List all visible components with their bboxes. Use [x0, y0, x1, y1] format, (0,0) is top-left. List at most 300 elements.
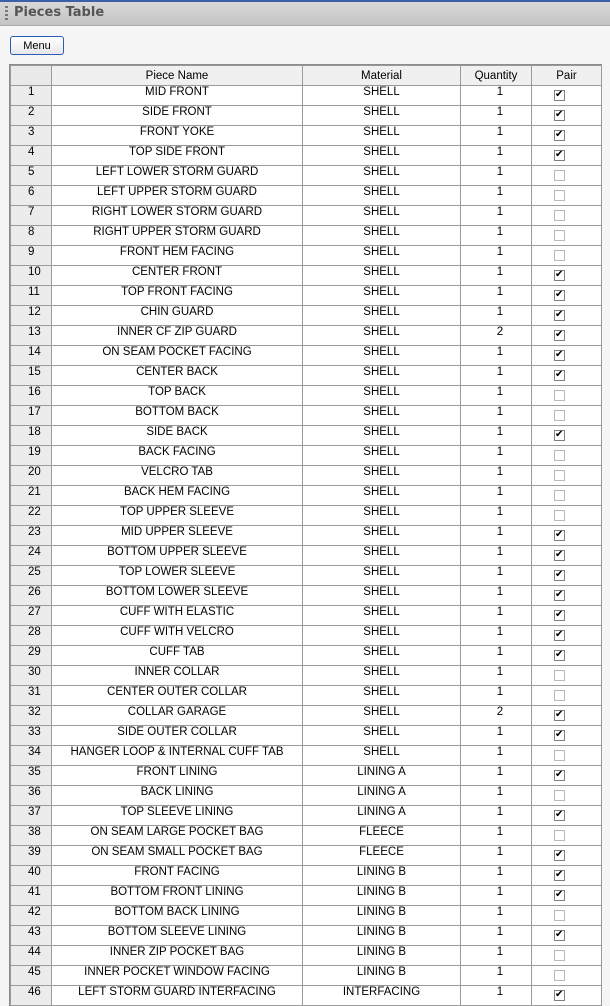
material-cell[interactable]: LINING B	[303, 926, 461, 946]
material-cell[interactable]: SHELL	[303, 286, 461, 306]
piece-name-cell[interactable]: ON SEAM LARGE POCKET BAG	[52, 826, 303, 846]
row-number-cell[interactable]: 43	[11, 926, 52, 946]
material-cell[interactable]: SHELL	[303, 486, 461, 506]
row-number-cell[interactable]: 41	[11, 886, 52, 906]
table-row[interactable]	[11, 846, 602, 866]
material-cell[interactable]: SHELL	[303, 346, 461, 366]
table-row[interactable]	[11, 166, 602, 186]
quantity-cell[interactable]: 1	[461, 746, 532, 766]
material-cell[interactable]: SHELL	[303, 506, 461, 526]
window-title: Pieces Table	[14, 5, 105, 20]
piece-name-cell[interactable]: INNER COLLAR	[52, 666, 303, 686]
material-cell[interactable]: SHELL	[303, 646, 461, 666]
table-row[interactable]	[11, 306, 602, 326]
pair-checkbox[interactable]	[554, 450, 565, 461]
column-header-quantity[interactable]: Quantity	[461, 66, 532, 86]
quantity-cell[interactable]: 1	[461, 426, 532, 446]
row-number-cell[interactable]: 29	[11, 646, 52, 666]
material-cell[interactable]: FLEECE	[303, 826, 461, 846]
table-row[interactable]	[11, 226, 602, 246]
row-number-cell[interactable]: 15	[11, 366, 52, 386]
table-row[interactable]	[11, 966, 602, 986]
piece-name-cell[interactable]: SIDE FRONT	[52, 106, 303, 126]
piece-name-cell[interactable]: MID FRONT	[52, 86, 303, 106]
piece-name-cell[interactable]: BACK HEM FACING	[52, 486, 303, 506]
pair-checkbox[interactable]	[554, 110, 565, 121]
row-number-cell[interactable]: 33	[11, 726, 52, 746]
pair-checkbox[interactable]	[554, 290, 565, 301]
piece-name-cell[interactable]: BOTTOM SLEEVE LINING	[52, 926, 303, 946]
material-cell[interactable]: LINING A	[303, 786, 461, 806]
pair-cell	[532, 386, 602, 406]
row-number-cell[interactable]: 45	[11, 966, 52, 986]
table-row[interactable]	[11, 606, 602, 626]
pair-checkbox[interactable]	[554, 390, 565, 401]
pair-checkbox[interactable]	[554, 550, 565, 561]
quantity-cell[interactable]: 1	[461, 546, 532, 566]
quantity-cell[interactable]: 1	[461, 906, 532, 926]
piece-name-cell[interactable]: CENTER BACK	[52, 366, 303, 386]
table-row[interactable]	[11, 346, 602, 366]
piece-name-cell[interactable]: MID UPPER SLEEVE	[52, 526, 303, 546]
quantity-cell[interactable]: 1	[461, 146, 532, 166]
row-number-cell[interactable]: 6	[11, 186, 52, 206]
piece-name-cell[interactable]: FRONT HEM FACING	[52, 246, 303, 266]
quantity-cell[interactable]: 1	[461, 406, 532, 426]
piece-name-cell[interactable]: BOTTOM BACK LINING	[52, 906, 303, 926]
piece-name-cell[interactable]: BOTTOM UPPER SLEEVE	[52, 546, 303, 566]
material-cell[interactable]: SHELL	[303, 126, 461, 146]
pair-checkbox[interactable]	[554, 510, 565, 521]
pair-checkbox[interactable]	[554, 850, 565, 861]
quantity-cell[interactable]: 1	[461, 386, 532, 406]
material-cell[interactable]: SHELL	[303, 186, 461, 206]
table-row[interactable]	[11, 646, 602, 666]
row-number-cell[interactable]: 9	[11, 246, 52, 266]
quantity-cell[interactable]: 1	[461, 886, 532, 906]
piece-name-cell[interactable]: LEFT STORM GUARD INTERFACING	[52, 986, 303, 1006]
row-number-cell[interactable]: 32	[11, 706, 52, 726]
table-row[interactable]	[11, 446, 602, 466]
quantity-cell[interactable]: 1	[461, 566, 532, 586]
material-cell[interactable]: LINING B	[303, 966, 461, 986]
row-number-cell[interactable]: 2	[11, 106, 52, 126]
quantity-cell[interactable]: 1	[461, 246, 532, 266]
pair-checkbox[interactable]	[554, 710, 565, 721]
table-row[interactable]	[11, 386, 602, 406]
material-cell[interactable]: LINING B	[303, 886, 461, 906]
pair-checkbox[interactable]	[554, 690, 565, 701]
pair-checkbox[interactable]	[554, 870, 565, 881]
piece-name-cell[interactable]: INNER ZIP POCKET BAG	[52, 946, 303, 966]
pair-cell	[532, 406, 602, 426]
quantity-cell[interactable]: 1	[461, 926, 532, 946]
row-number-cell[interactable]: 8	[11, 226, 52, 246]
table-row[interactable]	[11, 726, 602, 746]
row-number-cell[interactable]: 30	[11, 666, 52, 686]
table-row[interactable]	[11, 146, 602, 166]
piece-name-cell[interactable]: FRONT LINING	[52, 766, 303, 786]
piece-name-cell[interactable]: BOTTOM FRONT LINING	[52, 886, 303, 906]
pair-checkbox[interactable]	[554, 650, 565, 661]
quantity-cell[interactable]: 1	[461, 846, 532, 866]
piece-name-cell[interactable]: SIDE BACK	[52, 426, 303, 446]
row-number-cell[interactable]: 28	[11, 626, 52, 646]
row-number-cell[interactable]: 26	[11, 586, 52, 606]
quantity-cell[interactable]: 1	[461, 126, 532, 146]
row-number-cell[interactable]: 20	[11, 466, 52, 486]
table-row[interactable]	[11, 806, 602, 826]
material-cell[interactable]: INTERFACING	[303, 986, 461, 1006]
quantity-cell[interactable]: 1	[461, 106, 532, 126]
table-row[interactable]	[11, 626, 602, 646]
table-row[interactable]	[11, 286, 602, 306]
pair-checkbox[interactable]	[554, 330, 565, 341]
material-cell[interactable]: SHELL	[303, 166, 461, 186]
column-header-pair[interactable]: Pair	[532, 66, 602, 86]
material-cell[interactable]: SHELL	[303, 266, 461, 286]
pair-checkbox[interactable]	[554, 910, 565, 921]
piece-name-cell[interactable]: CUFF WITH VELCRO	[52, 626, 303, 646]
piece-name-cell[interactable]: ON SEAM SMALL POCKET BAG	[52, 846, 303, 866]
material-cell[interactable]: SHELL	[303, 146, 461, 166]
material-cell[interactable]: LINING A	[303, 766, 461, 786]
pair-cell	[532, 606, 602, 626]
material-cell[interactable]: SHELL	[303, 386, 461, 406]
row-number-cell[interactable]: 22	[11, 506, 52, 526]
material-cell[interactable]: SHELL	[303, 746, 461, 766]
row-number-cell[interactable]: 39	[11, 846, 52, 866]
piece-name-cell[interactable]: ON SEAM POCKET FACING	[52, 346, 303, 366]
material-cell[interactable]: LINING A	[303, 806, 461, 826]
table-row[interactable]	[11, 766, 602, 786]
piece-name-cell[interactable]: BACK FACING	[52, 446, 303, 466]
material-cell[interactable]: SHELL	[303, 246, 461, 266]
row-number-cell[interactable]: 35	[11, 766, 52, 786]
row-number-cell[interactable]: 44	[11, 946, 52, 966]
row-number-cell[interactable]: 38	[11, 826, 52, 846]
row-number-cell[interactable]: 11	[11, 286, 52, 306]
material-cell[interactable]: SHELL	[303, 666, 461, 686]
quantity-cell[interactable]: 1	[461, 966, 532, 986]
piece-name-cell[interactable]: CUFF TAB	[52, 646, 303, 666]
row-number-cell[interactable]: 4	[11, 146, 52, 166]
quantity-cell[interactable]: 1	[461, 506, 532, 526]
material-cell[interactable]: SHELL	[303, 546, 461, 566]
pair-checkbox[interactable]	[554, 90, 565, 101]
piece-name-cell[interactable]: TOP SIDE FRONT	[52, 146, 303, 166]
pair-cell	[532, 546, 602, 566]
row-number-cell[interactable]: 19	[11, 446, 52, 466]
row-number-cell[interactable]: 40	[11, 866, 52, 886]
piece-name-cell[interactable]: BOTTOM BACK	[52, 406, 303, 426]
quantity-cell[interactable]: 1	[461, 626, 532, 646]
pair-checkbox[interactable]	[554, 930, 565, 941]
row-number-cell[interactable]: 17	[11, 406, 52, 426]
row-number-cell[interactable]: 5	[11, 166, 52, 186]
pair-checkbox[interactable]	[554, 670, 565, 681]
table-row[interactable]	[11, 886, 602, 906]
row-number-cell[interactable]: 14	[11, 346, 52, 366]
piece-name-cell[interactable]: RIGHT LOWER STORM GUARD	[52, 206, 303, 226]
piece-name-cell[interactable]: INNER POCKET WINDOW FACING	[52, 966, 303, 986]
pair-checkbox[interactable]	[554, 370, 565, 381]
pair-checkbox[interactable]	[554, 950, 565, 961]
piece-name-cell[interactable]: LEFT UPPER STORM GUARD	[52, 186, 303, 206]
table-row[interactable]	[11, 246, 602, 266]
piece-name-cell[interactable]: LEFT LOWER STORM GUARD	[52, 166, 303, 186]
quantity-cell[interactable]: 1	[461, 86, 532, 106]
piece-name-cell[interactable]: TOP FRONT FACING	[52, 286, 303, 306]
pair-checkbox[interactable]	[554, 750, 565, 761]
quantity-cell[interactable]: 1	[461, 646, 532, 666]
column-header-piece-name[interactable]: Piece Name	[52, 66, 303, 86]
row-number-cell[interactable]: 25	[11, 566, 52, 586]
material-cell[interactable]: SHELL	[303, 406, 461, 426]
piece-name-cell[interactable]: TOP SLEEVE LINING	[52, 806, 303, 826]
pair-cell	[532, 826, 602, 846]
pair-checkbox[interactable]	[554, 410, 565, 421]
pair-cell	[532, 486, 602, 506]
quantity-cell[interactable]: 1	[461, 306, 532, 326]
piece-name-cell[interactable]: SIDE OUTER COLLAR	[52, 726, 303, 746]
quantity-cell[interactable]: 1	[461, 166, 532, 186]
material-cell[interactable]: SHELL	[303, 686, 461, 706]
table-row[interactable]	[11, 546, 602, 566]
pair-cell	[532, 786, 602, 806]
piece-name-cell[interactable]: CENTER FRONT	[52, 266, 303, 286]
quantity-cell[interactable]: 1	[461, 446, 532, 466]
piece-name-cell[interactable]: CUFF WITH ELASTIC	[52, 606, 303, 626]
pair-cell	[532, 366, 602, 386]
pair-checkbox[interactable]	[554, 490, 565, 501]
row-number-cell[interactable]: 23	[11, 526, 52, 546]
material-cell[interactable]: SHELL	[303, 366, 461, 386]
row-number-cell[interactable]: 12	[11, 306, 52, 326]
pair-checkbox[interactable]	[554, 970, 565, 981]
piece-name-cell[interactable]: BACK LINING	[52, 786, 303, 806]
quantity-cell[interactable]: 1	[461, 186, 532, 206]
pair-checkbox[interactable]	[554, 570, 565, 581]
pair-cell	[532, 846, 602, 866]
table-row[interactable]	[11, 326, 602, 346]
table-row[interactable]	[11, 106, 602, 126]
pair-checkbox[interactable]	[554, 130, 565, 141]
material-cell[interactable]: SHELL	[303, 526, 461, 546]
material-cell[interactable]: SHELL	[303, 426, 461, 446]
material-cell[interactable]: SHELL	[303, 466, 461, 486]
pair-checkbox[interactable]	[554, 810, 565, 821]
table-row[interactable]	[11, 926, 602, 946]
material-cell[interactable]: LINING B	[303, 866, 461, 886]
pair-checkbox[interactable]	[554, 170, 565, 181]
pair-checkbox[interactable]	[554, 190, 565, 201]
column-header-material[interactable]: Material	[303, 66, 461, 86]
pair-checkbox[interactable]	[554, 210, 565, 221]
material-cell[interactable]: SHELL	[303, 586, 461, 606]
quantity-cell[interactable]: 1	[461, 726, 532, 746]
quantity-cell[interactable]: 1	[461, 786, 532, 806]
material-cell[interactable]: FLEECE	[303, 846, 461, 866]
table-row[interactable]	[11, 486, 602, 506]
pair-checkbox[interactable]	[554, 470, 565, 481]
piece-name-cell[interactable]: TOP UPPER SLEEVE	[52, 506, 303, 526]
pieces-grid	[9, 64, 602, 1006]
pair-cell	[532, 206, 602, 226]
quantity-cell[interactable]: 1	[461, 766, 532, 786]
pair-cell	[532, 246, 602, 266]
material-cell[interactable]: SHELL	[303, 206, 461, 226]
table-row[interactable]	[11, 86, 602, 106]
material-cell[interactable]: SHELL	[303, 226, 461, 246]
pair-checkbox[interactable]	[554, 530, 565, 541]
material-cell[interactable]: SHELL	[303, 626, 461, 646]
pair-cell	[532, 266, 602, 286]
piece-name-cell[interactable]: TOP LOWER SLEEVE	[52, 566, 303, 586]
material-cell[interactable]: SHELL	[303, 446, 461, 466]
pair-checkbox[interactable]	[554, 630, 565, 641]
quantity-cell[interactable]: 1	[461, 686, 532, 706]
pair-checkbox[interactable]	[554, 890, 565, 901]
pair-checkbox[interactable]	[554, 770, 565, 781]
pair-checkbox[interactable]	[554, 270, 565, 281]
pair-checkbox[interactable]	[554, 250, 565, 261]
table-row[interactable]	[11, 126, 602, 146]
grip-handle-icon[interactable]	[5, 6, 8, 22]
table-row[interactable]	[11, 906, 602, 926]
piece-name-cell[interactable]: VELCRO TAB	[52, 466, 303, 486]
table-row[interactable]	[11, 566, 602, 586]
quantity-cell[interactable]: 1	[461, 486, 532, 506]
row-number-cell[interactable]: 34	[11, 746, 52, 766]
table-row[interactable]	[11, 666, 602, 686]
pair-checkbox[interactable]	[554, 790, 565, 801]
pair-checkbox[interactable]	[554, 350, 565, 361]
pair-checkbox[interactable]	[554, 730, 565, 741]
pair-checkbox[interactable]	[554, 230, 565, 241]
piece-name-cell[interactable]: COLLAR GARAGE	[52, 706, 303, 726]
quantity-cell[interactable]: 1	[461, 826, 532, 846]
row-number-cell[interactable]: 7	[11, 206, 52, 226]
row-number-cell[interactable]: 3	[11, 126, 52, 146]
material-cell[interactable]: SHELL	[303, 706, 461, 726]
corner-header[interactable]	[11, 66, 52, 86]
piece-name-cell[interactable]: CHIN GUARD	[52, 306, 303, 326]
quantity-cell[interactable]: 1	[461, 666, 532, 686]
material-cell[interactable]: SHELL	[303, 606, 461, 626]
material-cell[interactable]: SHELL	[303, 326, 461, 346]
table-row[interactable]	[11, 866, 602, 886]
material-cell[interactable]: SHELL	[303, 726, 461, 746]
quantity-cell[interactable]: 1	[461, 366, 532, 386]
table-row[interactable]	[11, 706, 602, 726]
table-row[interactable]	[11, 406, 602, 426]
quantity-cell[interactable]: 1	[461, 946, 532, 966]
pair-checkbox[interactable]	[554, 830, 565, 841]
title-bar	[0, 0, 610, 26]
row-number-cell[interactable]: 36	[11, 786, 52, 806]
pair-cell	[532, 686, 602, 706]
table-row[interactable]	[11, 586, 602, 606]
pair-cell	[532, 86, 602, 106]
piece-name-cell[interactable]: INNER CF ZIP GUARD	[52, 326, 303, 346]
quantity-cell[interactable]: 1	[461, 466, 532, 486]
piece-name-cell[interactable]: RIGHT UPPER STORM GUARD	[52, 226, 303, 246]
piece-name-cell[interactable]: HANGER LOOP & INTERNAL CUFF TAB	[52, 746, 303, 766]
row-number-cell[interactable]: 16	[11, 386, 52, 406]
quantity-cell[interactable]: 1	[461, 226, 532, 246]
row-number-cell[interactable]: 1	[11, 86, 52, 106]
quantity-cell[interactable]: 1	[461, 586, 532, 606]
piece-name-cell[interactable]: BOTTOM LOWER SLEEVE	[52, 586, 303, 606]
table-row[interactable]	[11, 426, 602, 446]
row-number-cell[interactable]: 10	[11, 266, 52, 286]
table-row[interactable]	[11, 826, 602, 846]
quantity-cell[interactable]: 2	[461, 706, 532, 726]
menu-button[interactable]: Menu	[10, 36, 64, 55]
row-number-cell[interactable]: 46	[11, 986, 52, 1006]
pair-checkbox[interactable]	[554, 150, 565, 161]
table-row[interactable]	[11, 786, 602, 806]
row-number-cell[interactable]: 24	[11, 546, 52, 566]
row-number-cell[interactable]: 18	[11, 426, 52, 446]
pair-cell	[532, 346, 602, 366]
quantity-cell[interactable]: 1	[461, 986, 532, 1006]
piece-name-cell[interactable]: FRONT FACING	[52, 866, 303, 886]
row-number-cell[interactable]: 37	[11, 806, 52, 826]
piece-name-cell[interactable]: CENTER OUTER COLLAR	[52, 686, 303, 706]
quantity-cell[interactable]: 1	[461, 206, 532, 226]
quantity-cell[interactable]: 1	[461, 806, 532, 826]
pair-checkbox[interactable]	[554, 610, 565, 621]
quantity-cell[interactable]: 1	[461, 266, 532, 286]
table-row[interactable]	[11, 186, 602, 206]
material-cell[interactable]: LINING B	[303, 906, 461, 926]
row-number-cell[interactable]: 13	[11, 326, 52, 346]
material-cell[interactable]: SHELL	[303, 106, 461, 126]
table-row[interactable]	[11, 526, 602, 546]
quantity-cell[interactable]: 1	[461, 286, 532, 306]
table-row[interactable]	[11, 266, 602, 286]
row-number-cell[interactable]: 42	[11, 906, 52, 926]
pair-cell	[532, 806, 602, 826]
material-cell[interactable]: SHELL	[303, 306, 461, 326]
pair-checkbox[interactable]	[554, 430, 565, 441]
pair-checkbox[interactable]	[554, 310, 565, 321]
table-row[interactable]	[11, 206, 602, 226]
piece-name-cell[interactable]: FRONT YOKE	[52, 126, 303, 146]
table-row[interactable]	[11, 466, 602, 486]
piece-name-cell[interactable]: TOP BACK	[52, 386, 303, 406]
quantity-cell[interactable]: 1	[461, 866, 532, 886]
table-row[interactable]	[11, 366, 602, 386]
quantity-cell[interactable]: 2	[461, 326, 532, 346]
row-number-cell[interactable]: 21	[11, 486, 52, 506]
quantity-cell[interactable]: 1	[461, 606, 532, 626]
pair-checkbox[interactable]	[554, 590, 565, 601]
table-row[interactable]	[11, 946, 602, 966]
table-row[interactable]	[11, 506, 602, 526]
table-row[interactable]	[11, 746, 602, 766]
row-number-cell[interactable]: 31	[11, 686, 52, 706]
quantity-cell[interactable]: 1	[461, 526, 532, 546]
material-cell[interactable]: LINING B	[303, 946, 461, 966]
material-cell[interactable]: SHELL	[303, 566, 461, 586]
material-cell[interactable]: SHELL	[303, 86, 461, 106]
table-row[interactable]	[11, 686, 602, 706]
row-number-cell[interactable]: 27	[11, 606, 52, 626]
quantity-cell[interactable]: 1	[461, 346, 532, 366]
